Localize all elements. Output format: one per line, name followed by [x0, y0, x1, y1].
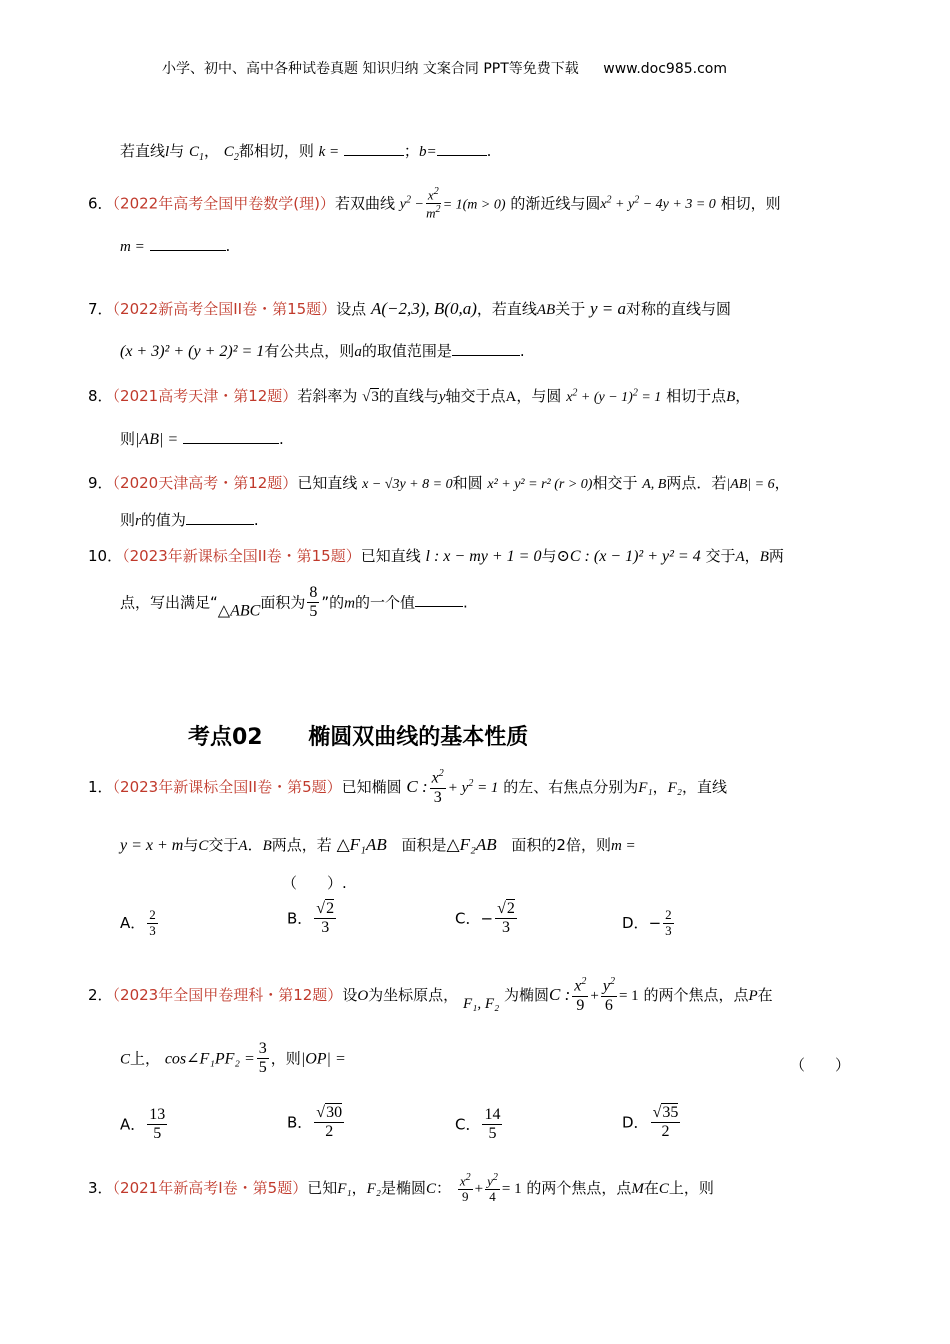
question-8: 8．（2021高考天津・第12题）若斜率为 √3的直线与y轴交于点A，与圆 $x^2 + (y - 1)^2 = 1$ 相切于点B，	[88, 387, 751, 405]
c1-symbol: $C_1$	[188, 144, 204, 163]
answer-blank[interactable]	[150, 236, 226, 251]
fraction: $\frac{x^2}{m^2}$	[426, 186, 441, 221]
option-d[interactable]: D． $\frac{√35}{2}$	[622, 1104, 679, 1141]
continuation-line: 若直线l与 $C_1$， $C_2$都相切，则 k = ；b= .	[120, 142, 492, 163]
fraction: $\frac{y^2}{4}$	[487, 1172, 498, 1205]
option-c[interactable]: C． $\frac{14}{5}$	[455, 1106, 501, 1143]
c2-symbol: $C_2$	[223, 144, 239, 163]
ellipse-question-2-line2: C上， cos∠F₁PF₂ = $\frac{3}{5}$ ，则|OP| =	[120, 1040, 346, 1077]
section-title: 椭圆双曲线的基本性质	[308, 725, 529, 750]
ellipse-question-2: 2．（2023年全国甲卷理科・第12题）设O为坐标原点， F₁, F₂ 为椭圆C : $\frac{x^2}{9}$ + $\frac{y^2}{6}$ = 1 的两个焦点，点P在	[88, 976, 773, 1014]
answer-blank[interactable]	[437, 141, 487, 156]
question-8-answer: 则|AB| = .	[120, 430, 284, 448]
question-source: （2023年全国甲卷理科・第12题）	[112, 986, 343, 1005]
fraction: $\frac{8}{5}$	[309, 584, 318, 621]
question-7-line2: (x + 3)² + (y + 2)² = 1有公共点，则a的取值范围是 .	[120, 342, 525, 360]
answer-blank[interactable]	[452, 341, 520, 356]
question-9-answer: 则r的值为 .	[120, 511, 259, 529]
answer-blank[interactable]	[415, 592, 463, 607]
question-source: （2023年新课标全国II卷・第5题）	[112, 778, 342, 797]
fraction: $\frac{x^2}{9}$	[574, 976, 587, 1014]
question-7: 7．（2022新高考全国II卷・第15题）设点 A(−2,3), B(0,a)，若直线AB关于 y = a对称的直线与圆	[88, 299, 732, 318]
fraction: $\frac{x^2}{9}$	[459, 1172, 471, 1205]
question-source: （2020天津高考・第12题）	[112, 474, 298, 492]
answer-blank[interactable]	[183, 429, 279, 444]
answer-blank[interactable]	[344, 141, 404, 156]
fraction: $\frac{y^2}{6}$	[602, 976, 615, 1014]
option-d[interactable]: D．− $\frac{2}{3}$	[622, 907, 672, 938]
page-header	[162, 58, 727, 78]
question-source: （2022新高考全国II卷・第15题）	[112, 300, 337, 318]
ellipse-question-1: 1．（2023年新课标全国II卷・第5题）已知椭圆 C : $\frac{x^2}{3}$ + $y^2 = 1$ 的左、右焦点分别为F₁，F₂，直线	[88, 768, 728, 806]
circle-equation: $x^2 + (y - 1)^2 = 1$	[566, 387, 662, 405]
question-source: （2021年新高考Ⅰ卷・第5题）	[112, 1179, 308, 1198]
fraction: $\frac{x^2}{3}$	[431, 768, 444, 806]
option-b[interactable]: B． $\frac{√2}{3}$	[287, 900, 335, 937]
option-a[interactable]: A． $\frac{13}{5}$	[120, 1106, 166, 1143]
section-heading	[188, 720, 528, 751]
question-10-line2: 点，写出满足“△ABC面积为 $\frac{8}{5}$ ”的m的一个值 .	[120, 584, 468, 621]
ellipse-question-3: 3．（2021年新高考Ⅰ卷・第5题）已知F₁，F₂是椭圆C： $\frac{x^2}{9}$ + $\frac{y^2}{4}$ = 1 的两个焦点，点M在C上，则	[88, 1172, 714, 1205]
option-a[interactable]: A． $\frac{2}{3}$	[120, 907, 156, 938]
answer-paren: （ ）.	[282, 874, 347, 892]
sqrt3: √3	[362, 389, 379, 405]
question-source: （2023年新课标全国II卷・第15题）	[122, 547, 361, 565]
question-9: 9．（2020天津高考・第12题）已知直线 x − √3y + 8 = 0和圆 x² + y² = r² (r > 0)相交于 A, B两点．若|AB| = 6，	[88, 474, 790, 492]
question-6: 6．（2022年高考全国甲卷数学(理)）若双曲线 $y^2$ − $\frac{x^2}{m^2}$ = 1(m > 0) 的渐近线与圆$x^2 + y^2 - 4y + 3 = 0$ 相切，则	[88, 186, 781, 221]
ellipse-question-1-line2: y = x + m与C交于A．B两点，若 △F₁AB 面积是△F₂AB 面积的2倍，则m =	[120, 835, 636, 854]
question-source: （2022年高考全国甲卷数学(理)）	[112, 194, 335, 213]
question-10: 10．（2023年新课标全国II卷・第15题）已知直线 l : x − my + 1 = 0与⊙C : (x − 1)² + y² = 4 交于A，B两	[88, 547, 784, 565]
answer-blank[interactable]	[186, 510, 254, 525]
option-c[interactable]: C．− $\frac{√2}{3}$	[455, 900, 515, 937]
header-site[interactable]: www.doc985.com	[603, 61, 727, 77]
question-source: （2021高考天津・第12题）	[112, 387, 298, 405]
header-text: 小学、初中、高中各种试卷真题 知识归纳 文案合同 PPT等免费下载	[162, 61, 579, 77]
circle-equation: $x^2 + y^2 - 4y + 3 = 0$	[600, 194, 716, 213]
hyperbola-equation: $y^2$ −	[399, 194, 424, 213]
option-b[interactable]: B． $\frac{√30}{2}$	[287, 1104, 343, 1141]
question-6-answer: m = .	[120, 237, 231, 255]
answer-paren: （ ）	[790, 1056, 851, 1074]
section-code: 考点02	[188, 725, 263, 750]
fraction: $\frac{3}{5}$	[258, 1040, 267, 1077]
